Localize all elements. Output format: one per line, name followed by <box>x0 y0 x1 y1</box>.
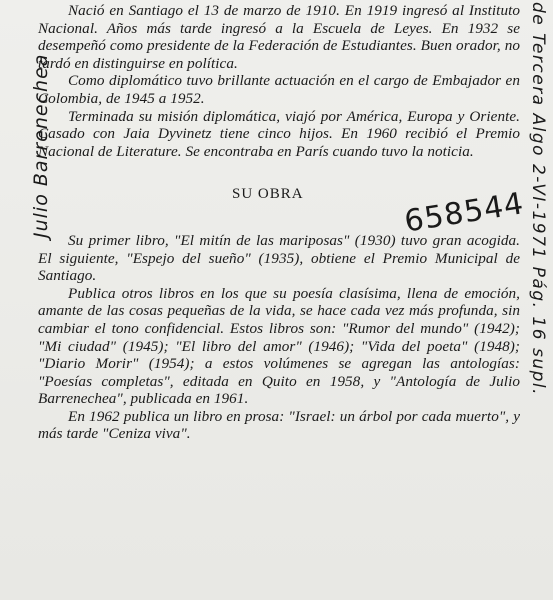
paragraph-travels: Terminada su misión diplomática, viajó por América, Europa y Oriente. Casado con Jaia Dyvinetz tiene cinco hijos. En 1960 recibió el Premio Nacional de Literature. Se encontraba en París cuando tuvo la noticia. <box>38 107 520 160</box>
paragraph-biography: Nació en Santiago el 13 de marzo de 1910. En 1919 ingresó al Instituto Nacional. Años más tarde ingresó a la Escuela de Leyes. En 1932 se desempeñó como presidente de la Federación de Estudiantes. Buen orador, no tardó en distinguirse en política. <box>38 2 520 72</box>
paragraph-prose: En 1962 publica un libro en prosa: "Israel: un árbol por cada muerto", y más tarde "Ceniza viva". <box>38 407 520 443</box>
handwritten-catalog-number: 658544 <box>402 186 527 240</box>
handwritten-author-name: Julio Barrenechea <box>30 53 52 238</box>
paragraph-first-book: Su primer libro, "El mitín de las mariposas" (1930) tuvo gran acogida. El siguiente, "Espejo del sueño" (1935), obtiene el Premio Municipal de Santiago. <box>38 231 520 285</box>
paragraph-diplomacy: Como diplomático tuvo brillante actuación en el cargo de Embajador en Colombia, de 1945 a 1952. <box>38 72 520 107</box>
section-heading: SU OBRA <box>232 186 304 203</box>
paragraph-other-books: Publica otros libros en los que su poesía clasísima, llena de emoción, amante de las cosas pequeñas de la vida, se hace cada vez más profunda, sin cambiar el tono confidencial. Estos libros son: "Rumor del mundo" (1942); "Mi ciudad" (1945); "El libro del amor" (1946); "Vida del poeta" (1948); "Diario Morir" (1954); a estos volúmenes se agregan las antologías: "Poesías completas", editada en Quito en 1958, y "Antología de Julio Barrenechea", publicada en 1961. <box>38 284 520 408</box>
handwritten-source-note: de Tercera Algo 2-VI-1971 Pág. 16 supl. <box>528 2 548 397</box>
